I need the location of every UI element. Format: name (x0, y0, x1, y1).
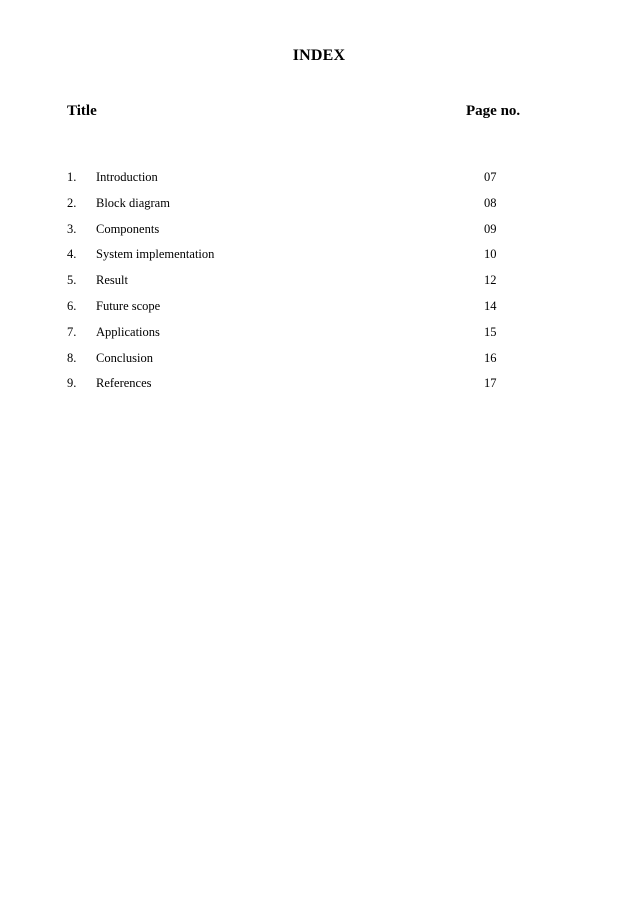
toc-row (0, 247, 638, 273)
toc-page-number: 08 (484, 195, 497, 210)
column-header-page: Page no. (466, 103, 521, 119)
toc-number: 6. (67, 298, 77, 313)
toc-number: 3. (67, 221, 77, 236)
page-title: INDEX (292, 47, 346, 64)
toc-label: Applications (96, 324, 160, 339)
toc-number: 7. (67, 324, 77, 339)
toc-label: References (96, 376, 152, 391)
toc-number: 2. (67, 195, 77, 210)
toc-row (0, 196, 638, 222)
toc-page-number: 10 (484, 247, 497, 262)
toc-page-number: 16 (484, 350, 497, 365)
toc-label: Conclusion (96, 350, 153, 365)
toc-row (0, 222, 638, 248)
toc-page-number: 12 (484, 273, 497, 288)
toc-label: Components (96, 221, 160, 236)
toc-number: 8. (67, 350, 77, 365)
toc-row (0, 351, 638, 377)
toc-page-number: 09 (484, 221, 497, 236)
toc-label: Future scope (96, 298, 161, 313)
toc-label: System implementation (96, 247, 215, 262)
toc-row (0, 376, 638, 402)
toc-row (0, 325, 638, 351)
toc-number: 9. (67, 376, 77, 391)
toc-number: 5. (67, 273, 77, 288)
toc-row (0, 273, 638, 299)
toc-page-number: 17 (484, 376, 497, 391)
column-header-title: Title (67, 103, 97, 119)
toc-page-number: 14 (484, 298, 497, 313)
toc-row (0, 299, 638, 325)
toc-label: Introduction (96, 170, 158, 184)
table-of-contents (0, 170, 638, 402)
toc-row (0, 170, 638, 196)
toc-number: 4. (67, 247, 77, 262)
toc-label: Block diagram (96, 195, 170, 210)
toc-page-number: 07 (484, 170, 497, 184)
toc-label: Result (96, 273, 128, 288)
toc-number: 1. (67, 170, 77, 184)
toc-page-number: 15 (484, 324, 497, 339)
